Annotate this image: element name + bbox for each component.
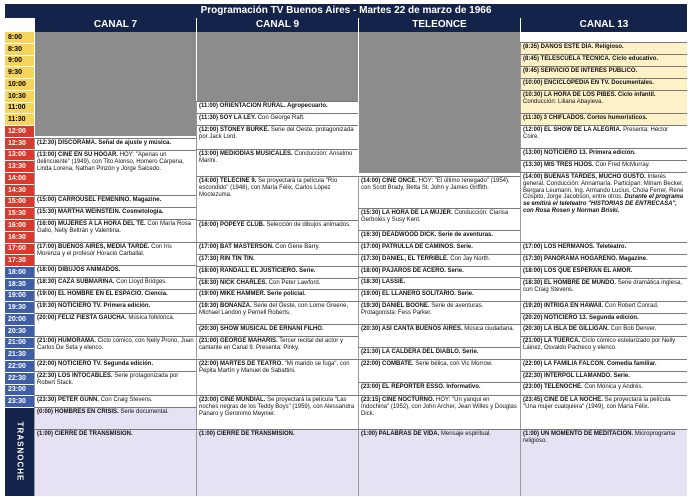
- program-title: (19:00) EL HOMBRE EN EL ESPACIO. Ciencia.: [37, 291, 168, 297]
- time-label: 20:30: [5, 326, 34, 338]
- time-label: 12:30: [5, 138, 34, 150]
- program-title: (22:00) NOTICIERO TV. Segunda edición.: [37, 361, 154, 367]
- program-entry: [34, 265, 196, 277]
- program-entry: [358, 359, 520, 382]
- time-label: 21:00: [5, 338, 34, 350]
- program-title: (22:00) COMBATE.: [361, 361, 414, 367]
- program-title: (8:35) DANOS ESTE DÍA. Religioso.: [523, 44, 624, 50]
- program-title: (19:20) INTRIGA EN HAWAII.: [523, 303, 604, 309]
- program-entry: [34, 429, 196, 496]
- header-teleonce: TELEONCE: [358, 18, 520, 32]
- program-title: (16:30) DEADWOOD DICK. Serie de aventuras.: [361, 232, 494, 238]
- program-description: Microprograma religioso.: [523, 431, 676, 444]
- time-label: 8:00: [5, 32, 34, 44]
- program-entry: [520, 66, 687, 78]
- program-title: (12:00) STONEY BURKE.: [199, 127, 270, 133]
- program-title: (21:00) HUMORAMA.: [37, 338, 97, 344]
- header-canal-9: CANAL 9: [196, 18, 358, 32]
- program-title: (18:00) LOS QUE ESPERAN EL AMOR.: [523, 268, 633, 274]
- program-entry: [196, 395, 358, 429]
- program-entry: [520, 160, 687, 172]
- program-title: (1:00) PALABRAS DE VIDA.: [361, 431, 440, 437]
- program-entry: [520, 324, 687, 336]
- program-entry: [520, 113, 687, 125]
- program-description: Mensaje espiritual.: [440, 431, 491, 437]
- program-entry: [520, 382, 687, 395]
- program-title: (22:30) LOS INTOCABLES.: [37, 373, 113, 379]
- program-entry: [520, 336, 687, 359]
- program-title: (13:00) MEDIODÍAS MUSICALES.: [199, 151, 293, 157]
- program-description: Se proyectará la película "Las noches negras de los Teddy Boys" (1959), con Alessandra Panaro y Geronimo Meynier.: [199, 397, 355, 417]
- program-description: HOY: "El último renegado" (1954), con Scott Brady, Betta St. John y James Griffith.: [361, 178, 510, 191]
- program-description: Serie de aventuras. Protagonista: Fess Parker.: [361, 303, 484, 316]
- time-label: 14:00: [5, 173, 34, 185]
- program-entry: [34, 150, 196, 195]
- program-entry: [34, 138, 196, 150]
- program-entry: [520, 42, 687, 54]
- time-label: 16:00: [5, 220, 34, 232]
- time-label: 22:30: [5, 373, 34, 385]
- program-title: (22:00) LA FAMILIA FALCÓN. Comedia familiar.: [523, 361, 657, 367]
- program-title: (11:00) ORIENTACIÓN RURAL. Agropecuario.: [199, 103, 328, 109]
- canal-9-off-air: [196, 32, 358, 103]
- program-title: (19:30) DANIEL BOONE.: [361, 303, 430, 309]
- program-title: (18:00) RANDALL EL JUSTICIERO. Serie.: [199, 268, 316, 274]
- program-entry: [34, 219, 196, 242]
- program-description: Música ciudadana.: [464, 326, 515, 332]
- program-description: Música folklórica.: [128, 315, 175, 321]
- time-label: 17:00: [5, 244, 34, 256]
- program-description: Serie bélica, con Vic Morrow.: [415, 361, 493, 367]
- canal-7-off-air: [34, 32, 196, 136]
- program-title: (22:00) MARTES DE TEATRO.: [199, 361, 283, 367]
- program-entry: [358, 254, 520, 266]
- program-title: (1:00) CIERRE DE TRANSMISIÓN.: [37, 431, 133, 437]
- time-label: 21:30: [5, 349, 34, 361]
- program-title: (23:15) CINE NOCTURNO.: [361, 397, 435, 403]
- program-entry: [358, 324, 520, 347]
- program-title: (14:00) CINE ONCE.: [361, 178, 418, 184]
- program-entry: [520, 359, 687, 371]
- program-title: (0:00) HOMBRES EN CRISIS.: [37, 409, 119, 415]
- program-title: (11:30) 3 CHIFLADOS. Cortos humorísticos.: [523, 115, 648, 121]
- program-description: HOY: "Un yanqui en Indochina" (1952), con John Archer, Jean Willes y Douglas Dick.: [361, 397, 517, 417]
- program-entry: [520, 78, 687, 90]
- program-entry: [196, 125, 358, 149]
- program-description: Serie documental.: [120, 409, 169, 415]
- program-entry: [520, 242, 687, 254]
- program-title: (23:00) TELENOCHE.: [523, 384, 583, 390]
- program-description: Se proyectará la película "Una mujer cualquiera" (1949), con María Félix.: [523, 397, 671, 410]
- program-title: (21:00) GEORGE MAHARIS.: [199, 338, 278, 344]
- program-description: Con Gene Barry.: [275, 244, 320, 250]
- program-title: (21:00) LA TUERCA.: [523, 338, 581, 344]
- program-description: Con Robert Conrad.: [604, 303, 659, 309]
- program-entry: [358, 208, 520, 230]
- program-entry: [196, 359, 358, 395]
- program-title: (13:00) NOTICIERO 13. Primera edición.: [523, 150, 636, 156]
- time-label: 9:00: [5, 56, 34, 68]
- time-label: 9:30: [5, 67, 34, 79]
- program-entry: [358, 230, 520, 242]
- time-label: 11:30: [5, 114, 34, 126]
- program-title: (15:30) LA HORA DE LA MUJER.: [361, 210, 453, 216]
- program-title: (8:45) TELESCUELA TÉCNICA. Ciclo educativo.: [523, 56, 659, 62]
- program-entry: [196, 278, 358, 289]
- program-entry: [520, 54, 687, 66]
- program-title: (20:00) FELIZ FIESTA GAUCHA.: [37, 315, 127, 321]
- time-label: 20:00: [5, 314, 34, 326]
- program-description: Con Lloyd Bridges.: [116, 279, 167, 285]
- program-title: (17:00) BUENOS AIRES, MEDIA TARDE.: [37, 244, 150, 250]
- program-title: (10:00) ENCICLOPEDIA EN TV. Documentales.: [523, 80, 654, 86]
- program-description: Conducción: Liliana Abayieva.: [523, 98, 604, 105]
- program-title: (20:20) NOTICIERO 13. Segunda edición.: [523, 315, 639, 321]
- program-title: (23:45) CINE DE LA NOCHE.: [523, 397, 603, 403]
- program-title: (17:00) BAT MASTERSON.: [199, 244, 274, 250]
- program-title: (18:30) LASSIE.: [361, 279, 406, 285]
- program-title: (11:30) SOY LA LEY.: [199, 115, 257, 121]
- time-label: 8:30: [5, 44, 34, 56]
- program-title: (13:00) CINE EN SU HOGAR.: [37, 152, 119, 158]
- program-entry: [196, 113, 358, 125]
- program-entry: [358, 289, 520, 301]
- program-description: "Mi marido se fuga", con Pepita Martín y Manuel de Sabattini.: [199, 361, 350, 374]
- program-entry: [520, 90, 687, 113]
- program-entry: [358, 176, 520, 208]
- program-entry: [358, 382, 520, 395]
- program-entry: [520, 395, 687, 429]
- program-description: Selección de dibujos animados.: [266, 222, 351, 228]
- program-title: (15:00) CARROUSEL FEMENINO. Magazine.: [37, 197, 162, 203]
- program-title: (19:30) BONANZA.: [199, 303, 252, 309]
- program-entry: [358, 301, 520, 324]
- program-title: (19:30) NOTICIERO TV. Primera edición.: [37, 303, 151, 309]
- program-entry: [520, 429, 687, 496]
- header-canal-13: CANAL 13: [520, 18, 687, 32]
- program-entry: [358, 242, 520, 254]
- trasnoche-label: TRASNOCHE: [5, 406, 34, 496]
- program-entry: [520, 172, 687, 242]
- program-entry: [34, 407, 196, 429]
- program-entry: [34, 242, 196, 265]
- time-label: 16:30: [5, 232, 34, 244]
- program-entry: [196, 289, 358, 301]
- program-title: (20:30) ASÍ CANTA BUENOS AIRES.: [361, 326, 463, 332]
- program-title: (18:30) EL HOMBRE DE MUNDO.: [523, 280, 616, 286]
- program-description: Conducción: Anselmo Marini.: [199, 151, 353, 164]
- program-description: Se proyectará la película "Río escondido" (1948), con María Félix, Carlos López Moctezuma.: [199, 178, 338, 198]
- time-label: 15:30: [5, 208, 34, 220]
- program-title: (16:00) MUJERES A LA HORA DEL TÉ.: [37, 221, 146, 227]
- time-label: 14:30: [5, 185, 34, 197]
- program-entry: [196, 176, 358, 220]
- program-title: (17:30) PANORAMA HOGAREÑO. Magazine.: [523, 256, 648, 262]
- program-entry: [34, 313, 196, 336]
- program-title: (23:00) EL REPÓRTER ESSO. Informativo.: [361, 384, 481, 390]
- program-entry: [520, 148, 687, 160]
- program-description: Con María Rosa Gallo, Nelly Beltrán y Valentina.: [37, 221, 192, 234]
- program-description: Ciclo cómico, con Nelly Prono, Juan Carlos De Seta y elenco.: [37, 338, 194, 351]
- program-title: (17:00) PATRULLA DE CAMINOS. Serie.: [361, 244, 473, 250]
- program-title: (1:00) UN MOMENTO DE MEDITACIÓN.: [523, 431, 634, 437]
- program-title: (19:00) MIKE HAMMER. Serie policial.: [199, 291, 306, 297]
- program-title: (18:00) DIBUJOS ANIMADOS.: [37, 267, 121, 273]
- program-title: (17:00) LOS HERMANOS. Teleteatro.: [523, 244, 627, 250]
- program-entry: [520, 371, 687, 382]
- program-description: Con George Raft.: [257, 115, 305, 121]
- program-entry: [34, 336, 196, 359]
- program-description: Ciclo cómico estelarizado por Nelly Láinez, Osvaldo Pacheco y elenco.: [523, 338, 676, 351]
- program-title: (1:00) CIERRE DE TRANSMISIÓN.: [199, 431, 295, 437]
- time-label: 23:00: [5, 385, 34, 397]
- time-label: 19:00: [5, 291, 34, 303]
- time-label: 10:00: [5, 79, 34, 91]
- time-label: 15:00: [5, 197, 34, 209]
- program-entry: [34, 277, 196, 289]
- program-description: Con Fred McMurray.: [595, 162, 650, 168]
- program-description: Con Mónica y Andrés.: [584, 384, 644, 390]
- program-title: (13:30) MIS TRES HIJOS.: [523, 162, 594, 168]
- program-entry: [34, 395, 196, 407]
- program-entry: [196, 266, 358, 278]
- program-title: (15:30) MARTHA WEINSTEIN. Cosmetología.: [37, 209, 164, 215]
- program-entry: [358, 277, 520, 289]
- program-title: (12:30) DISCORAMA. Señal de ajuste y música.: [37, 140, 172, 146]
- program-title: (17:30) RIN TIN TIN.: [199, 256, 255, 262]
- program-entry: [358, 347, 520, 359]
- program-description: Con Craig Stevens.: [100, 397, 153, 403]
- program-title: (12:00) EL SHOW DE LA ALEGRÍA.: [523, 127, 622, 133]
- time-label: 18:00: [5, 267, 34, 279]
- program-entry: [358, 266, 520, 277]
- program-description: Con Peter Lawford.: [268, 280, 321, 286]
- program-entry: [34, 195, 196, 207]
- program-entry: [520, 254, 687, 266]
- time-label: 10:30: [5, 91, 34, 103]
- program-description: Con Bob Denver.: [610, 326, 657, 332]
- time-label: 13:30: [5, 161, 34, 173]
- program-entry: [520, 301, 687, 313]
- program-entry: [196, 336, 358, 359]
- program-title: (21:30) LA CALDERA DEL DIABLO. Serie.: [361, 349, 479, 355]
- page-title: Programación TV Buenos Aires - Martes 22 de marzo de 1966: [5, 4, 687, 18]
- program-title: (20:30) SHOW MUSICAL DE ERNANI FILHO.: [199, 326, 324, 332]
- time-label: 23:30: [5, 396, 34, 408]
- program-title: (19:00) EL LLANERO SOLITARIO. Serie.: [361, 291, 474, 297]
- program-entry: [196, 242, 358, 254]
- program-description: HOY: "Apenas un delincuente" (1949), con Tito Alonso, Homero Cárpena, Linda Lorena, Nathan Pinzón y Jorge Salcedo.: [37, 152, 184, 172]
- program-title: (10:30) LA HORA DE LOS PIBES. Ciclo infantil.: [523, 92, 656, 98]
- program-title: (17:30) DANIEL, EL TERRIBLE.: [361, 256, 449, 262]
- program-description: Conducción: Clarisa Gerbolés y Susy Kent.: [361, 210, 509, 223]
- program-title: (14:00) TELECINE 9.: [199, 178, 257, 184]
- program-title: (18:00) PÁJAROS DE ACERO. Serie.: [361, 268, 464, 274]
- program-description: Serie dramática inglesa, con Craig Stevens.: [523, 280, 682, 293]
- program-description: Presenta: Héctor Coire.: [523, 127, 669, 140]
- program-description: Serie del Oeste, protagonizada por Jack Lord.: [199, 127, 354, 140]
- program-description: Serie del Oeste, con Lorne Greene, Michael Landon y Pernell Roberts.: [199, 303, 349, 316]
- program-description: Con Jay North.: [450, 256, 491, 262]
- program-entry: [520, 278, 687, 301]
- program-description: Serie protagonizada por Robert Stack.: [37, 373, 179, 386]
- header-canal-7: CANAL 7: [34, 18, 196, 32]
- program-entry: [520, 313, 687, 324]
- program-title: (20:30) LA ISLA DE GILLIGAN.: [523, 326, 609, 332]
- program-entry: [196, 301, 358, 324]
- program-description: Tercer recital del actor y cantante en Canal 9. Presenta: Pinky.: [199, 338, 343, 351]
- program-entry: [520, 125, 687, 148]
- program-entry: [34, 207, 196, 219]
- program-entry: [196, 324, 358, 336]
- program-entry: [34, 359, 196, 371]
- program-entry: [34, 301, 196, 313]
- program-entry: [34, 371, 196, 395]
- program-entry: [196, 429, 358, 496]
- program-title: (23:30) PETER GUNN.: [37, 397, 100, 403]
- program-title: (23:00) CINE MUNDIAL.: [199, 397, 266, 403]
- program-entry: [196, 254, 358, 266]
- program-title: (22:30) INTERPOL LLAMANDO. Serie.: [523, 373, 630, 379]
- program-entry: [196, 220, 358, 242]
- time-label: 19:30: [5, 302, 34, 314]
- program-title: (16:00) POPEYE CLUB.: [199, 222, 265, 228]
- time-label: 18:30: [5, 279, 34, 291]
- time-label: 13:00: [5, 150, 34, 162]
- program-entry: [196, 149, 358, 176]
- time-label: 17:30: [5, 255, 34, 267]
- time-label: 11:00: [5, 103, 34, 115]
- program-entry: [196, 101, 358, 113]
- program-title: (18:30) CAZA SUBMARINA.: [37, 279, 115, 285]
- program-entry: [358, 429, 520, 496]
- program-entry: [520, 266, 687, 278]
- teleonce-off-air: [358, 32, 520, 173]
- program-description: Interés general. Conducción: Annamaría. Participan: Miriam Becker, Bergara Leumann, Ing. Armando Lucius, Chola Ferrer, René Cóspito, Jorge Jacobson, entre otros.: [523, 174, 684, 201]
- time-label: 22:00: [5, 361, 34, 373]
- time-label: 12:00: [5, 126, 34, 138]
- program-entry: [34, 289, 196, 301]
- program-title: (18:30) NICK CHARLES.: [199, 280, 268, 286]
- program-entry: [358, 395, 520, 429]
- program-title: (9:45) SERVICIO DE INTERÉS PÚBLICO.: [523, 68, 638, 74]
- program-highlight: Durante el programa se emitirá el teleteatro "HISTORIAS DE ENTRECASA", con Rosa Rosen y Norman Briski.: [523, 194, 684, 214]
- program-description: Con Iris Morenza y el profesor Horacio Carballal.: [37, 244, 172, 257]
- program-title: (14:00) BUENAS TARDES, MUCHO GUSTO.: [523, 174, 646, 180]
